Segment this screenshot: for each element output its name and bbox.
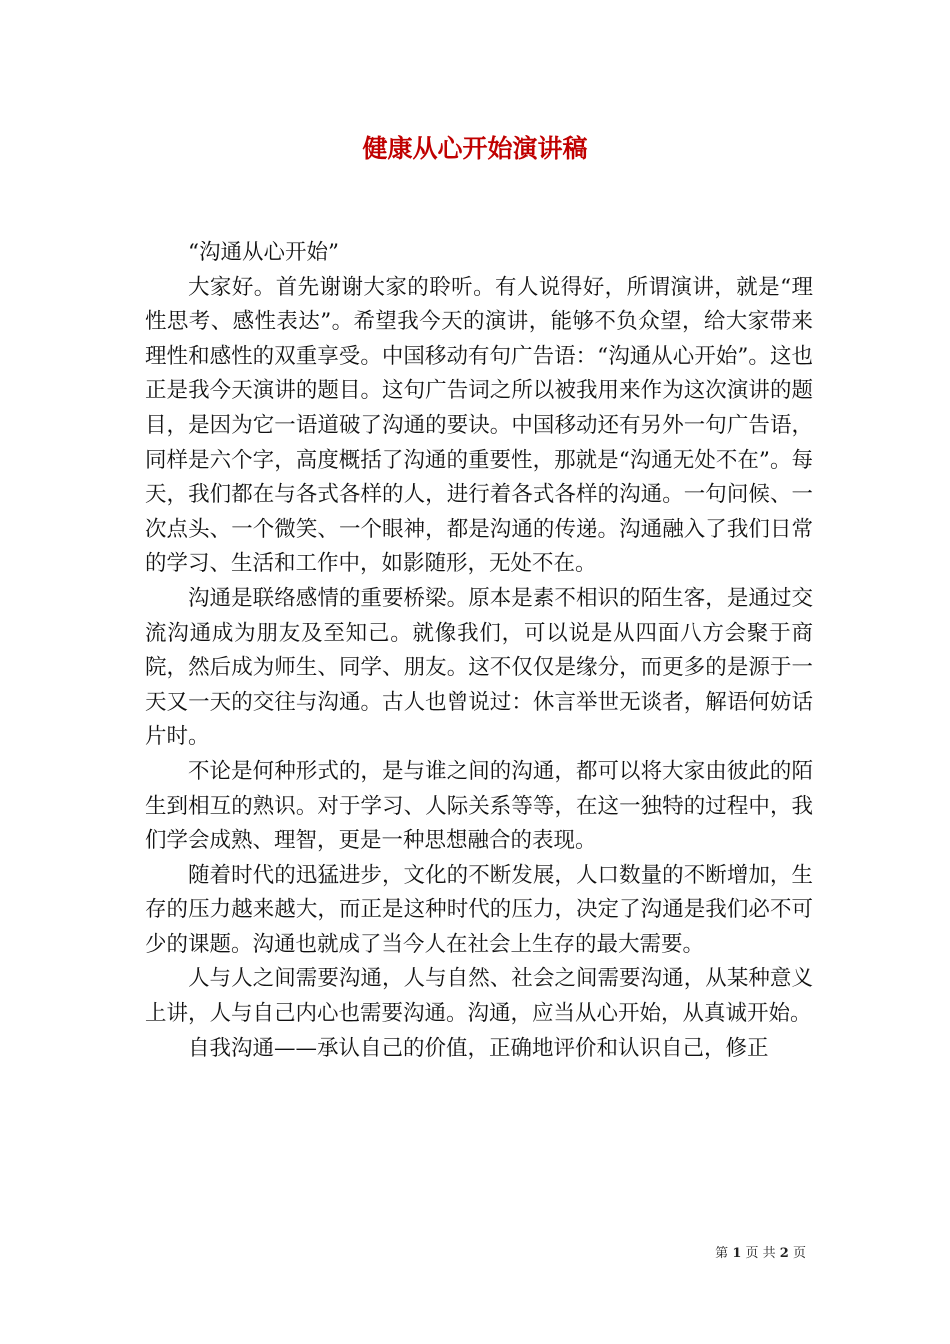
footer-middle: 页 共 bbox=[745, 1246, 776, 1261]
paragraph: 不论是何种形式的，是与谁之间的沟通，都可以将大家由彼此的陌生到相互的熟识。对于学习、人际关系等等，在这一独特的过程中，我们学会成熟、理智，更是一种思想融合的表现。 bbox=[145, 758, 813, 854]
paragraph: 人与人之间需要沟通，人与自然、社会之间需要沟通，从某种意义上讲，人与自己内心也需要沟通。沟通，应当从心开始，从真诚开始。 bbox=[145, 966, 813, 1027]
document-title: 健康从心开始演讲稿 bbox=[362, 134, 588, 163]
paragraph: “沟通从心开始” bbox=[188, 240, 339, 265]
paragraph: 自我沟通——承认自己的价值，正确地评价和认识自己，修正 bbox=[188, 1035, 769, 1061]
paragraph: 大家好。首先谢谢大家的聆听。有人说得好，所谓演讲，就是“理性思考、感性表达”。希望我今天的演讲，能够不负众望，给大家带来理性和感性的双重享受。中国移动有句广告语：“沟通从心开始”。这也正是我今天演讲的题目。这句广告词之所以被我用来作为这次演讲的题目，是因为它一语道破了沟通的要诀。中国移动还有另外一句广告语，同样是六个字，高度概括了沟通的重要性，那就是“沟通无处不在”。每天，我们都在与各式各样的人，进行着各式各样的沟通。一句问候、一次点头、一个微笑、一个眼神，都是沟通的传递。沟通融入了我们日常的学习、生活和工作中，如影随形，无处不在。 bbox=[145, 274, 813, 577]
footer-prefix: 第 bbox=[715, 1246, 729, 1261]
footer-suffix: 页 bbox=[792, 1246, 806, 1261]
total-page-number: 2 bbox=[779, 1246, 789, 1261]
page-number-footer bbox=[715, 1245, 806, 1263]
document-body bbox=[145, 236, 813, 1066]
current-page-number: 1 bbox=[732, 1246, 742, 1261]
paragraph: 沟通是联络感情的重要桥梁。原本是素不相识的陌生客，是通过交流沟通成为朋友及至知己。就像我们，可以说是从四面八方会聚于商院，然后成为师生、同学、朋友。这不仅仅是缘分，而更多的是源于一天又一天的交往与沟通。古人也曾说过：休言举世无谈者，解语何妨话片时。 bbox=[145, 585, 813, 750]
paragraph: 随着时代的迅猛进步，文化的不断发展，人口数量的不断增加，生存的压力越来越大，而正是这种时代的压力，决定了沟通是我们必不可少的课题。沟通也就成了当今人在社会上生存的最大需要。 bbox=[145, 862, 813, 957]
